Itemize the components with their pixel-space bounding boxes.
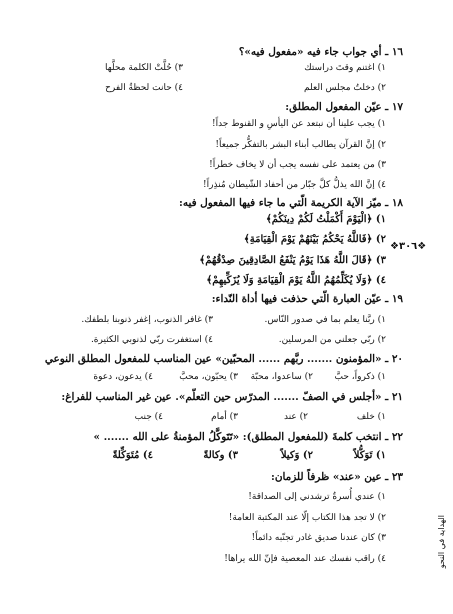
q21-option-1: ١) خلف — [356, 412, 386, 422]
q20-option-4: ٤) يدعون، دعوة — [93, 372, 153, 382]
q19-option-4: ٤) استغفرت ربّي لذنوبي الكثيرة. — [90, 335, 213, 345]
question-23: ٢٣ ـ عين «عند» ظرفاً للزمان: — [271, 471, 403, 483]
q17-option-3: ٣) من يعتمد على نفسه يجب أن لا يخاف خطراً! — [209, 160, 386, 170]
q17-option-4: ٤) إنَّ الله يذلُّ كلَّ جبّار من أحفاد الشّيطان مُنذِراً! — [203, 180, 386, 190]
q19-option-1: ١) ربَّنا يعلم بما في صدور النّاس. — [264, 315, 386, 325]
q23-option-1: ١) عندي أُسرةٌ ترشدني إلى الصداقة! — [248, 492, 386, 502]
question-16: ١٦ ـ أي جواب جاء فيه «مفعول فيه»؟ — [238, 46, 403, 58]
book-title-sidebar: الهداية في النحو — [437, 515, 446, 569]
q16-option-3: ٣) حُلَّتْ الكلمة محلَّها — [104, 63, 183, 73]
q17-option-1: ١) يجب علينا أن نبتعد عن اليأسِ و القنوط جداً! — [211, 119, 386, 129]
q20-option-1: ١) ذكرواً، حبَّ — [334, 372, 386, 382]
q23-option-4: ٤) راقب نفسك عند المعصية فإنّ الله يراها! — [224, 554, 386, 564]
q23-option-3: ٣) كان عندنا صديق غادر تجنّبه دائماً! — [251, 533, 386, 543]
question-17: ١٧ ـ عيّن المفعول المطلق: — [285, 101, 403, 113]
question-18: ١٨ ـ ميّز الآية الكريمة الّتي ما جاء فيها المفعول فيه: — [179, 197, 403, 209]
question-20: ٢٠ ـ «المؤمنون ....... ربَّهم ...... المحبّين» عين المناسب للمفعول المطلق النوعي — [44, 353, 403, 365]
q16-option-2: ٢) دخلتُ مجلس العلم — [304, 83, 386, 93]
q21-option-3: ٣) أمام — [211, 412, 238, 422]
q18-option-4: ٤) ﴿وَلَا يُكَلِّمُهُمُ اللَّهُ يَوْمَ الْقِيَامَةِ وَلَا يُزَكِّيهِمْ﴾ — [206, 275, 386, 286]
question-19: ١٩ ـ عيّن العبارة الّتي حذفت فيها أداة النّداء: — [211, 293, 403, 305]
q22-option-1: ١) تَوَكُّلاً — [353, 450, 386, 461]
q20-option-3: ٣) يحبّون، محبَّ — [179, 372, 238, 382]
q22-option-2: ٢) وَكيلاً — [280, 450, 313, 461]
q22-option-3: ٣) وكالةً — [203, 450, 238, 461]
q20-option-2: ٢) ساعدوا، محبّة — [250, 372, 313, 382]
question-21: ٢١ ـ «أجلس في الصفّ ....... المدرّس حين التعلّم». عين غير المناسب للفراغ: — [61, 391, 403, 403]
page-number: ❖٣٠٦❖ — [390, 241, 427, 252]
q18-option-3: ٣) ﴿قَالَ اللَّهُ هَذَا يَوْمُ يَنْفَعُ الصَّادِقِينَ صِدْقُهُمْ﴾ — [199, 255, 386, 266]
q16-option-1: ١) اغتنم وقتَ دراستك — [304, 63, 386, 73]
q18-option-2: ٢) ﴿فَاللَّهُ يَحْكُمُ بَيْنَهُمْ يَوْمَ الْقِيَامَةِ﴾ — [243, 234, 386, 245]
q16-option-4: ٤) حانت لحظةُ الفرح — [105, 83, 183, 93]
q18-option-1: ١) ﴿الْيَوْمَ أَكْمَلْتُ لَكُمْ دِينَكُمْ﴾ — [265, 214, 386, 225]
q21-option-4: ٤) جنب — [134, 412, 163, 422]
q17-option-2: ٢) إنَّ القرآن يطالب أبناء البشر بالتفكُّر جميعاً! — [215, 140, 386, 150]
q22-option-4: ٤) مُتَوَكِّلةً — [112, 450, 153, 461]
question-22: ٢٢ ـ انتخب كلمةَ (للمفعول المطلق): «تَتَوكَّلُ المؤمنةُ على الله ....... » — [93, 431, 403, 443]
q19-option-2: ٢) ربّي جعلني من المرسلين. — [278, 335, 386, 345]
q21-option-2: ٢) عند — [283, 412, 308, 422]
q19-option-3: ٣) غافر الذنوب، إغفر ذنوبنا بلطفك. — [81, 315, 213, 325]
q23-option-2: ٢) لا تجد هذا الكتاب إلّا عند المكتبة العامة! — [228, 513, 386, 523]
